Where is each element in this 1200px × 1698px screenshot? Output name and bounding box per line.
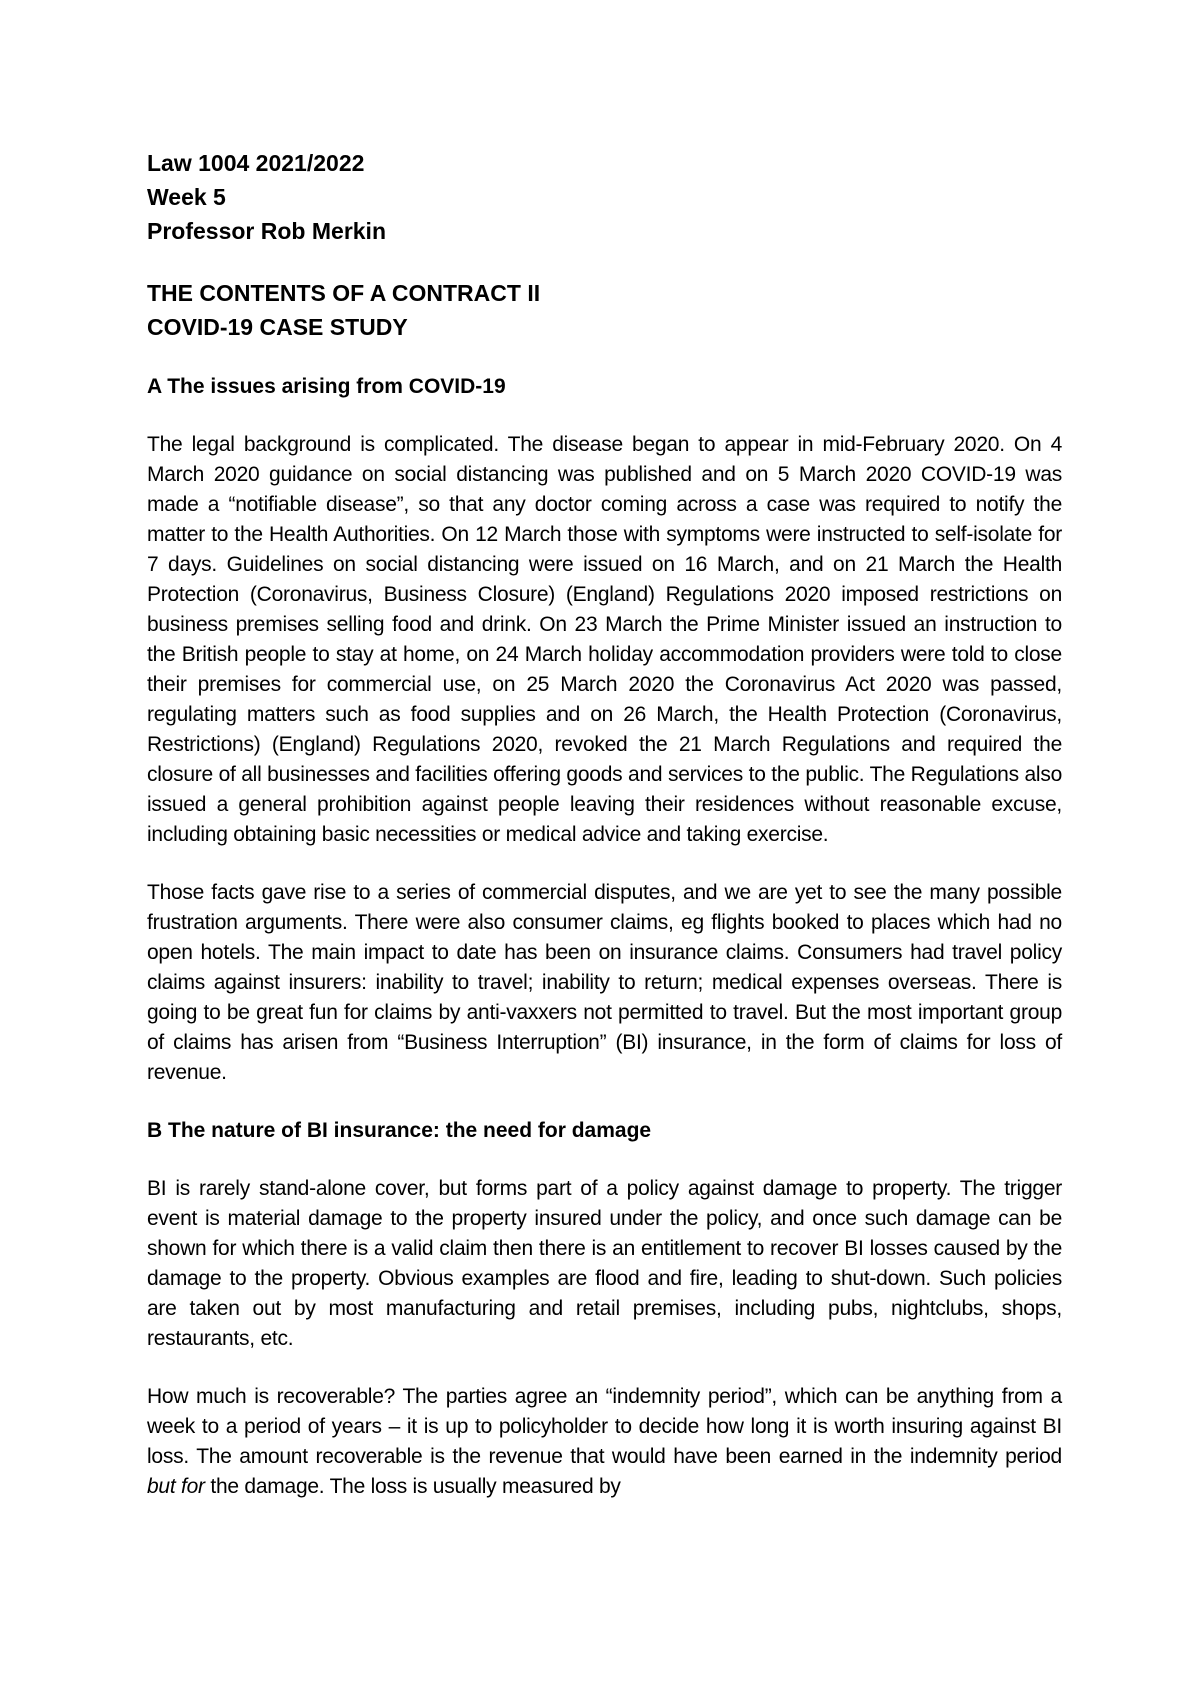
spacer bbox=[147, 1088, 1062, 1116]
section-a-heading: A The issues arising from COVID-19 bbox=[147, 375, 506, 398]
section-a-paragraph-1: The legal background is complicated. The disease began to appear in mid-February 2020. On 4 March 2020 guidance on social distancing was published and on 5 March 2020 COVID-19 was made a “notifiable disease”, so that any doctor coming across a case was required to notify the matter to the Health Authorities. On 12 March those with symptoms were instructed to self-isolate for 7 days. Guidelines on social distancing were issued on 16 March, and on 21 March the Health Protection (Coronavirus, Business Closure) (England) Regulations 2020 imposed restrictions on business premises selling food and drink. On 23 March the Prime Minister issued an instruction to the British people to stay at home, on 24 March holiday accommodation providers were told to close their premises for commercial use, on 25 March 2020 the Coronavirus Act 2020 was passed, regulating matters such as food supplies and on 26 March, the Health Protection (Coronavirus, Restrictions) (England) Regulations 2020, revoked the 21 March Regulations and required the closure of all businesses and facilities offering goods and services to the public. The Regulations also issued a general prohibition against people leaving their residences without reasonable excuse, including obtaining basic necessities or medical advice and taking exercise. bbox=[147, 433, 1062, 846]
spacer bbox=[147, 402, 1062, 430]
section-b-heading: B The nature of BI insurance: the need for damage bbox=[147, 1119, 652, 1142]
section-b-paragraph-1: BI is rarely stand-alone cover, but forms part of a policy against damage to property. The trigger event is material damage to the property insured under the policy, and once such damage can be shown for which there is a valid claim then there is an entitlement to recover BI losses caused by the damage to the property. Obvious examples are flood and fire, leading to shut-down. Such policies are taken out by most manufacturing and retail premises, including pubs, nightclubs, shops, restaurants, etc. bbox=[147, 1177, 1062, 1350]
week-label: Week 5 bbox=[147, 184, 226, 210]
spacer bbox=[147, 850, 1062, 878]
spacer bbox=[147, 344, 1062, 372]
course-code: Law 1004 2021/2022 bbox=[147, 150, 365, 176]
paragraph-text: How much is recoverable? The parties agree an “indemnity period”, which can be anything from a week to a period of years – it is up to policyholder to decide how long it is worth insuring against BI loss. The amount recoverable is the revenue that would have been earned in the indemnity period bbox=[147, 1385, 1062, 1468]
paragraph-text: the damage. The loss is usually measured by bbox=[204, 1475, 621, 1498]
document-subtitle: COVID-19 CASE STUDY bbox=[147, 314, 408, 340]
document-title: THE CONTENTS OF A CONTRACT II bbox=[147, 280, 541, 306]
spacer bbox=[147, 1354, 1062, 1382]
document-page bbox=[147, 146, 1062, 1502]
section-a-paragraph-2: Those facts gave rise to a series of commercial disputes, and we are yet to see the many possible frustration arguments. There were also consumer claims, eg flights booked to places which had no open hotels. The main impact to date has been on insurance claims. Consumers had travel policy claims against insurers: inability to travel; inability to return; medical expenses overseas. There is going to be great fun for claims by anti-vaxxers not permitted to travel. But the most important group of claims has arisen from “Business Interruption” (BI) insurance, in the form of claims for loss of revenue. bbox=[147, 881, 1062, 1084]
lecturer-name: Professor Rob Merkin bbox=[147, 218, 386, 244]
spacer bbox=[147, 248, 1062, 276]
section-b-paragraph-2 bbox=[147, 1382, 1062, 1502]
spacer bbox=[147, 1146, 1062, 1174]
italic-emphasis: but for bbox=[147, 1475, 205, 1498]
